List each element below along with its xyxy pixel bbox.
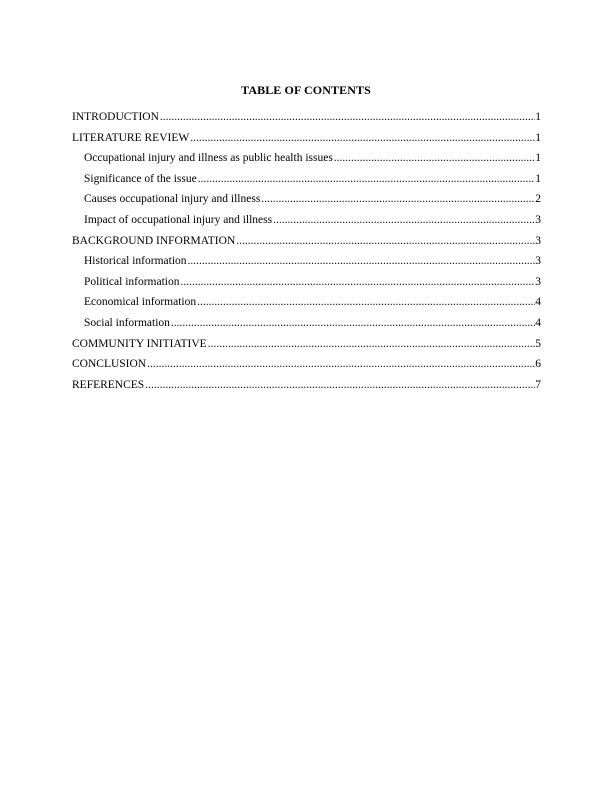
toc-page-number: 4 (535, 316, 541, 329)
toc-dot-leader (171, 316, 535, 330)
toc-entry-label: Impact of occupational injury and illness (84, 213, 273, 226)
toc-entry-political[interactable] (72, 275, 541, 296)
toc-entry-public-health-issues[interactable] (72, 151, 541, 172)
toc-page-number: 1 (535, 131, 541, 144)
toc-dot-leader (208, 337, 536, 351)
toc-entry-label: CONCLUSION (72, 358, 147, 371)
toc-page-number: 6 (535, 358, 541, 371)
toc-dot-leader (181, 275, 536, 289)
toc-dot-leader (198, 172, 536, 186)
toc-entry-label: COMMUNITY INITIATIVE (72, 337, 207, 350)
toc-dot-leader (236, 234, 535, 248)
toc-entry-label: Political information (84, 275, 180, 288)
toc-page-number: 3 (535, 275, 541, 288)
toc-page-number: 5 (535, 337, 541, 350)
toc-dot-leader (145, 378, 535, 392)
toc-entry-social[interactable] (72, 316, 541, 337)
toc-entry-introduction[interactable] (72, 110, 541, 131)
toc-page-number: 1 (535, 172, 541, 185)
toc-entry-label: Causes occupational injury and illness (84, 193, 261, 206)
toc-entry-label: LITERATURE REVIEW (72, 131, 190, 144)
toc-entry-label: REFERENCES (72, 378, 145, 391)
toc-entry-label: Significance of the issue (84, 172, 197, 185)
toc-entry-community-initiative[interactable] (72, 337, 541, 358)
toc-dot-leader (197, 295, 535, 309)
toc-entry-label: Occupational injury and illness as public health issues (84, 152, 333, 165)
toc-page-number: 1 (535, 152, 541, 165)
toc-page-number: 1 (535, 111, 541, 123)
toc-entry-label: Economical information (84, 296, 197, 309)
toc-entry-conclusion[interactable] (72, 357, 541, 378)
toc-page-number: 3 (535, 255, 541, 268)
toc-entry-economical[interactable] (72, 295, 541, 316)
toc-entry-label: Historical information (84, 255, 187, 268)
toc-entry-label: BACKGROUND INFORMATION (72, 234, 236, 247)
toc-entry-causes[interactable] (72, 192, 541, 213)
toc-entry-references[interactable] (72, 378, 541, 399)
toc-dot-leader (190, 131, 535, 145)
toc-entry-significance[interactable] (72, 172, 541, 193)
toc-dot-leader (160, 110, 535, 124)
toc-page-number: 7 (535, 378, 541, 391)
toc-dot-leader (261, 192, 535, 206)
toc-title: TABLE OF CONTENTS (241, 83, 371, 97)
toc-page-number: 3 (535, 213, 541, 226)
toc-page-number: 3 (535, 234, 541, 247)
toc-entry-background-information[interactable] (72, 234, 541, 255)
toc-page-number: 4 (535, 296, 541, 309)
toc-dot-leader (147, 357, 535, 371)
toc-entry-label: INTRODUCTION (72, 111, 159, 123)
toc-dot-leader (273, 213, 535, 227)
toc-list (72, 110, 541, 398)
toc-entry-impact[interactable] (72, 213, 541, 234)
toc-entry-literature-review[interactable] (72, 131, 541, 152)
toc-dot-leader (334, 151, 535, 165)
toc-page-number: 2 (535, 193, 541, 206)
toc-entry-historical[interactable] (72, 254, 541, 275)
toc-entry-label: Social information (84, 316, 170, 329)
toc-dot-leader (188, 254, 536, 268)
